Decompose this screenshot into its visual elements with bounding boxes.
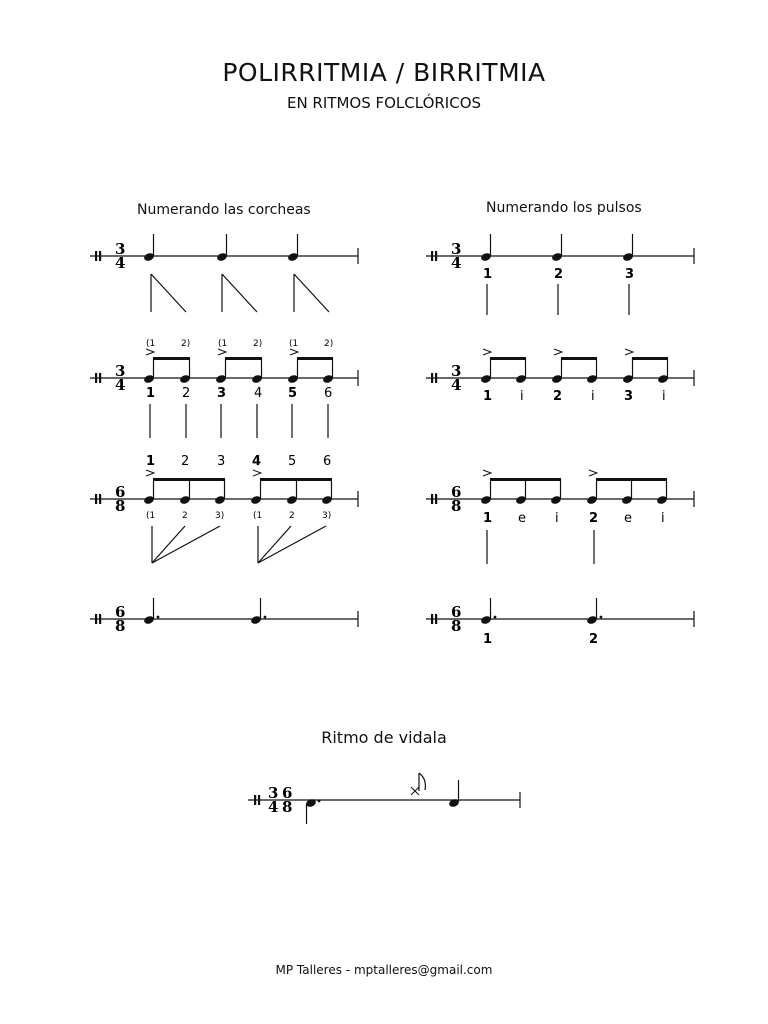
- group-label: 2): [181, 339, 191, 349]
- count-number: 6: [324, 386, 333, 401]
- time-signature-bottom: 8: [451, 497, 462, 515]
- left-row2-staff: [90, 339, 358, 438]
- eighth-triplet: [586, 470, 668, 505]
- pulse-number: 1: [483, 267, 493, 282]
- right-row2-staff: [426, 349, 694, 404]
- time-signature-top: 3: [451, 362, 462, 380]
- quarter-note: [480, 234, 492, 262]
- ghost-eighth-note: [411, 773, 425, 795]
- count-number: 2: [181, 454, 190, 469]
- eighth-pair: [622, 349, 669, 384]
- quarter-note: [448, 780, 460, 808]
- group-label: (1: [218, 339, 228, 349]
- group-label: (1: [253, 511, 263, 521]
- time-signature-bottom: 8: [282, 798, 293, 816]
- right-column-heading: Numerando los pulsos: [486, 200, 642, 216]
- count-syllable: 1: [483, 389, 493, 404]
- subdivision-diagram: [152, 526, 326, 563]
- subdivision-diagram: [151, 274, 329, 312]
- time-signature-top: 6: [282, 784, 293, 802]
- time-signature-bottom: 4: [451, 376, 462, 394]
- pulse-number: 2: [589, 632, 599, 647]
- left-row3-staff: [90, 454, 358, 563]
- count-number: 4: [252, 454, 262, 469]
- count-number: 1: [146, 454, 156, 469]
- left-column-heading: Numerando las corcheas: [137, 202, 311, 218]
- footer-credit: MP Talleres - mptalleres@gmail.com: [275, 963, 493, 977]
- time-signature-bottom: 4: [451, 254, 462, 272]
- dotted-quarter-note: [480, 598, 496, 625]
- count-syllable: i: [555, 511, 559, 526]
- eighth-pair: [287, 349, 334, 384]
- time-signature-bottom: 4: [115, 254, 126, 272]
- count-syllable: 1: [483, 511, 493, 526]
- group-label: 3): [322, 511, 332, 521]
- count-syllable: i: [591, 389, 595, 404]
- time-signature-top: 3: [451, 240, 462, 258]
- eighth-triplet: [250, 470, 333, 505]
- left-row4-staff: [90, 598, 358, 635]
- group-label: (1: [146, 511, 156, 521]
- count-number: 2: [182, 386, 191, 401]
- dotted-quarter-note: [143, 598, 159, 625]
- count-ticks: [150, 404, 328, 438]
- pulse-number: 2: [554, 267, 564, 282]
- eighth-pair: [143, 349, 191, 384]
- left-row1-staff: [90, 234, 358, 312]
- time-signature-top: 3: [115, 362, 126, 380]
- group-label: 2): [253, 339, 263, 349]
- time-signature-bottom: 8: [115, 617, 126, 635]
- count-syllable: 2: [589, 511, 599, 526]
- count-syllable: e: [624, 511, 632, 526]
- eighth-triplet: [143, 470, 226, 505]
- group-label: 2): [324, 339, 334, 349]
- count-syllable: i: [661, 511, 665, 526]
- group-label: 3): [215, 511, 225, 521]
- vidala-heading: Ritmo de vidala: [321, 728, 447, 747]
- count-number: 3: [217, 454, 226, 469]
- time-signature-top: 6: [115, 483, 126, 501]
- page-subtitle: EN RITMOS FOLCLÓRICOS: [286, 94, 482, 112]
- count-number: 3: [217, 386, 227, 401]
- eighth-pair: [215, 349, 263, 384]
- count-syllable: 3: [624, 389, 634, 404]
- time-signature-top: 6: [115, 603, 126, 621]
- right-row1-staff: [426, 234, 694, 315]
- right-row4-staff: [426, 598, 694, 647]
- time-signature-top: 3: [268, 784, 279, 802]
- count-number: 1: [146, 386, 156, 401]
- pulse-number: 3: [625, 267, 635, 282]
- vidala-staff: [248, 773, 520, 824]
- group-label: (1: [289, 339, 299, 349]
- quarter-note: [622, 234, 634, 262]
- group-label: 2: [289, 511, 295, 521]
- time-signature-top: 3: [115, 240, 126, 258]
- time-signature-bottom: 8: [115, 497, 126, 515]
- count-syllable: i: [662, 389, 666, 404]
- quarter-note: [551, 234, 563, 262]
- count-number: 5: [288, 454, 297, 469]
- group-label: (1: [146, 339, 156, 349]
- count-syllable: i: [520, 389, 524, 404]
- count-number: 5: [288, 386, 298, 401]
- dotted-quarter-note: [250, 598, 266, 625]
- count-number: 4: [254, 386, 263, 401]
- count-syllable: 2: [553, 389, 563, 404]
- quarter-note: [216, 234, 228, 262]
- eighth-pair: [480, 349, 527, 384]
- eighth-pair: [551, 349, 598, 384]
- count-number: 6: [323, 454, 332, 469]
- time-signature-bottom: 8: [451, 617, 462, 635]
- page-title: POLIRRITMIA / BIRRITMIA: [222, 58, 546, 87]
- time-signature-bottom: 4: [268, 798, 279, 816]
- quarter-note: [143, 234, 155, 262]
- time-signature-top: 6: [451, 603, 462, 621]
- dotted-quarter-note: [305, 798, 320, 824]
- count-syllable: e: [518, 511, 526, 526]
- time-signature-top: 6: [451, 483, 462, 501]
- dotted-quarter-note: [586, 598, 602, 625]
- pulse-ticks: [487, 530, 594, 564]
- right-row3-staff: [426, 470, 694, 564]
- pulse-ticks: [487, 284, 629, 315]
- eighth-triplet: [480, 470, 562, 505]
- group-label: 2: [182, 511, 188, 521]
- time-signature-bottom: 4: [115, 376, 126, 394]
- quarter-note: [287, 234, 299, 262]
- pulse-number: 1: [483, 632, 493, 647]
